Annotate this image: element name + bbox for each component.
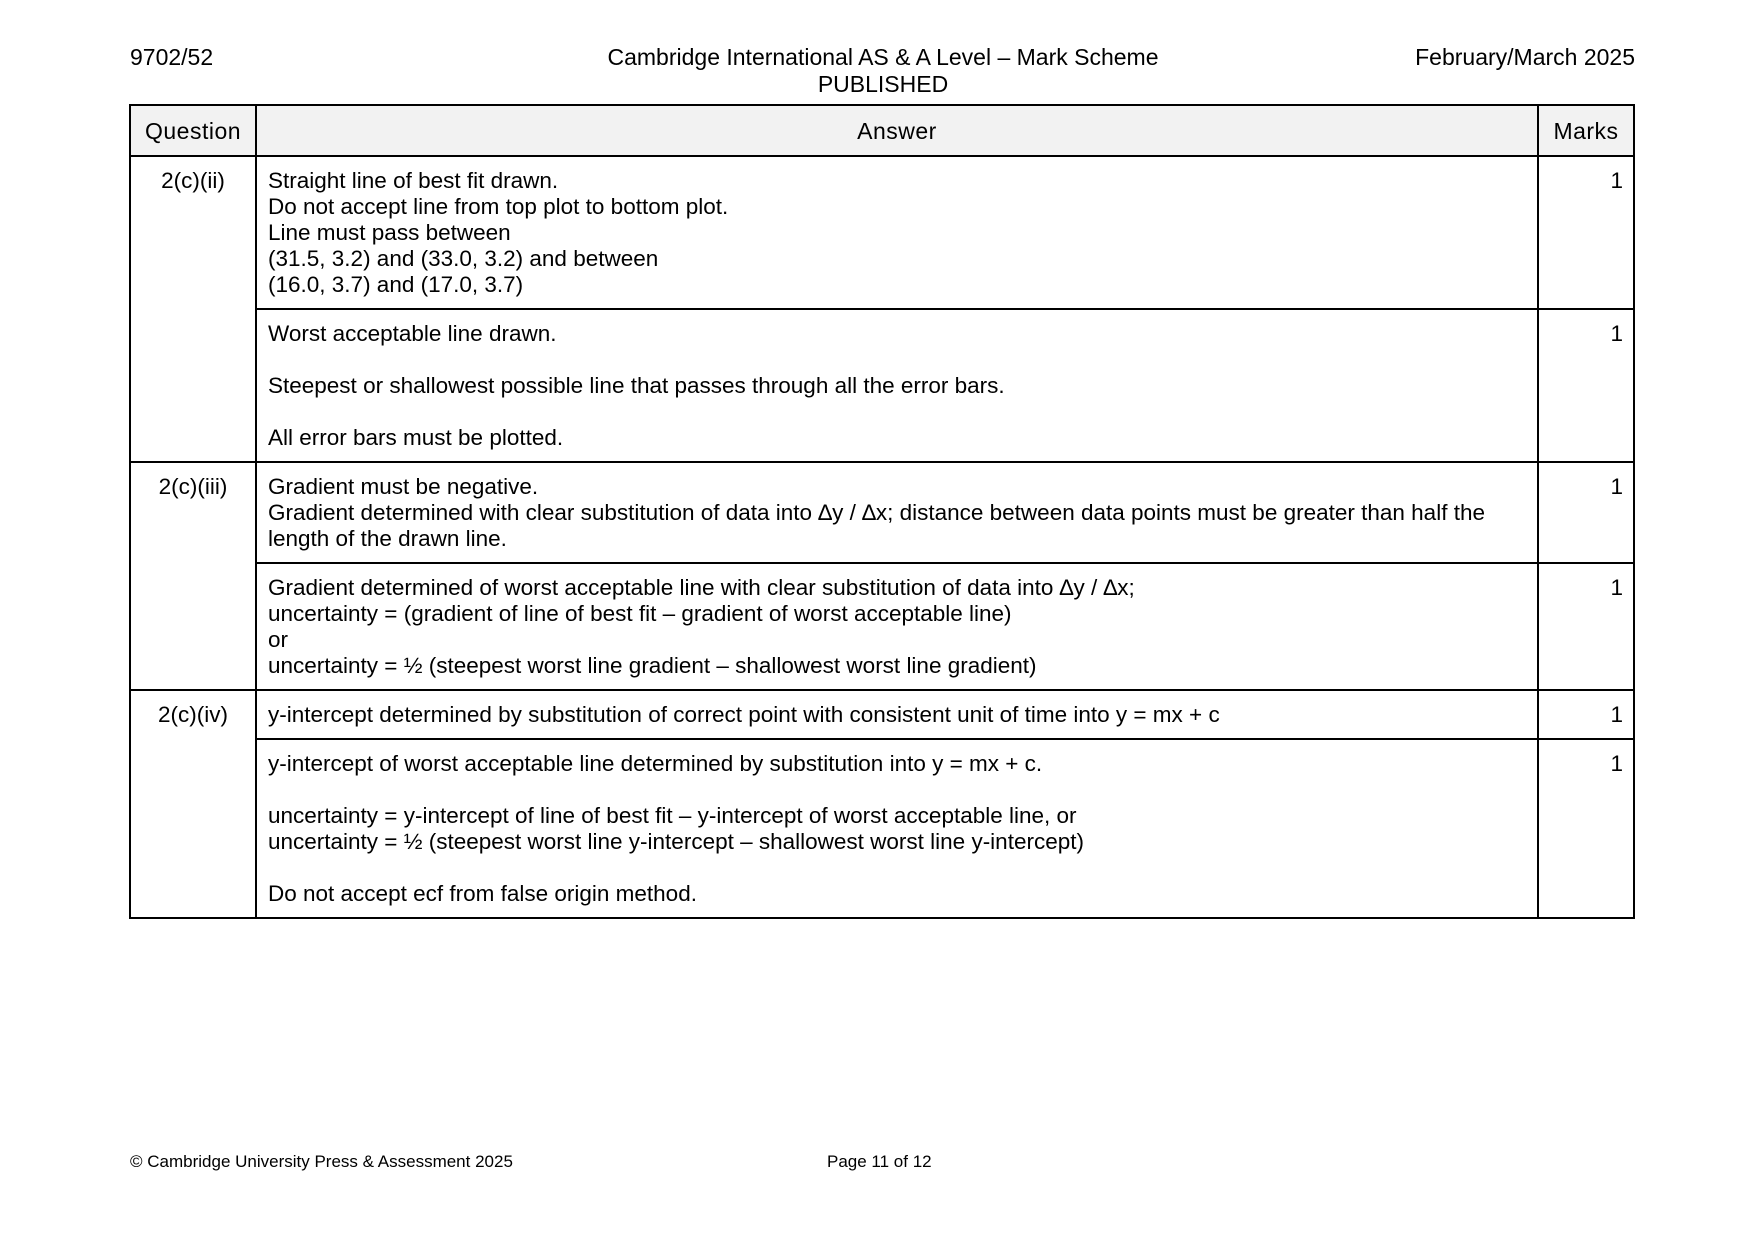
answer-line: Do not accept line from top plot to bottom plot. (268, 194, 729, 219)
marks-cell: 1 (1538, 690, 1634, 739)
answer-line: Worst acceptable line drawn. (268, 321, 557, 346)
answer-cell (256, 156, 1538, 309)
answer-line: uncertainty = (gradient of line of best fit – gradient of worst acceptable line) (268, 601, 1012, 626)
answer-line: Gradient determined with clear substitution of data into ∆y / ∆x; distance between data points must be greater than half the length of the drawn line. (268, 500, 1485, 551)
page-number: Page 11 of 12 (827, 1152, 932, 1171)
table-row (130, 156, 1634, 309)
answer-line: or (268, 627, 289, 652)
table-row (130, 739, 1634, 918)
question-number: 2(c)(ii) (130, 156, 256, 462)
answer-line: Gradient determined of worst acceptable line with clear substitution of data into ∆y / ∆x; (268, 575, 1135, 600)
column-header-marks: Marks (1538, 105, 1634, 156)
table-row (130, 309, 1634, 462)
marks-cell: 1 (1538, 739, 1634, 918)
answer-line: Gradient must be negative. (268, 474, 539, 499)
answer-line: uncertainty = ½ (steepest worst line y-intercept – shallowest worst line y-intercept) (268, 829, 1084, 854)
marks-cell: 1 (1538, 156, 1634, 309)
answer-cell (256, 462, 1538, 563)
table-row (130, 690, 1634, 739)
document-title-text: Cambridge International AS & A Level – Mark Scheme (607, 44, 1159, 70)
question-number: 2(c)(iii) (130, 462, 256, 690)
answer-cell (256, 563, 1538, 690)
table-row (130, 563, 1634, 690)
table-header-row (130, 105, 1634, 156)
exam-session: February/March 2025 (1415, 44, 1635, 70)
answer-line: uncertainty = y-intercept of line of best fit – y-intercept of worst acceptable line, or (268, 803, 1077, 828)
answer-spacer (268, 855, 1527, 881)
answer-cell (256, 309, 1538, 462)
answer-line: Straight line of best fit drawn. (268, 168, 559, 193)
answer-line: All error bars must be plotted. (268, 425, 564, 450)
table-body (130, 156, 1634, 918)
answer-line: (16.0, 3.7) and (17.0, 3.7) (268, 272, 524, 297)
marks-cell: 1 (1538, 462, 1634, 563)
answer-line: Do not accept ecf from false origin method. (268, 881, 697, 906)
answer-line: Line must pass between (268, 220, 511, 245)
answer-spacer (268, 777, 1527, 803)
column-header-answer: Answer (256, 105, 1538, 156)
answer-cell (256, 690, 1538, 739)
table-row (130, 462, 1634, 563)
marks-cell: 1 (1538, 309, 1634, 462)
answer-spacer (268, 347, 1527, 373)
answer-line: y-intercept determined by substitution of correct point with consistent unit of time into y = mx + c (268, 702, 1220, 727)
answer-line: y-intercept of worst acceptable line determined by substitution into y = mx + c. (268, 751, 1043, 776)
answer-cell (256, 739, 1538, 918)
published-label: PUBLISHED (817, 71, 949, 97)
answer-line: Steepest or shallowest possible line that passes through all the error bars. (268, 373, 1005, 398)
answer-spacer (268, 399, 1527, 425)
answer-line: uncertainty = ½ (steepest worst line gradient – shallowest worst line gradient) (268, 653, 1037, 678)
paper-code: 9702/52 (130, 44, 214, 70)
copyright-notice: © Cambridge University Press & Assessment 2025 (130, 1152, 513, 1171)
mark-scheme-table (129, 104, 1635, 919)
marks-cell: 1 (1538, 563, 1634, 690)
answer-line: (31.5, 3.2) and (33.0, 3.2) and between (268, 246, 659, 271)
column-header-question: Question (130, 105, 256, 156)
question-number: 2(c)(iv) (130, 690, 256, 918)
